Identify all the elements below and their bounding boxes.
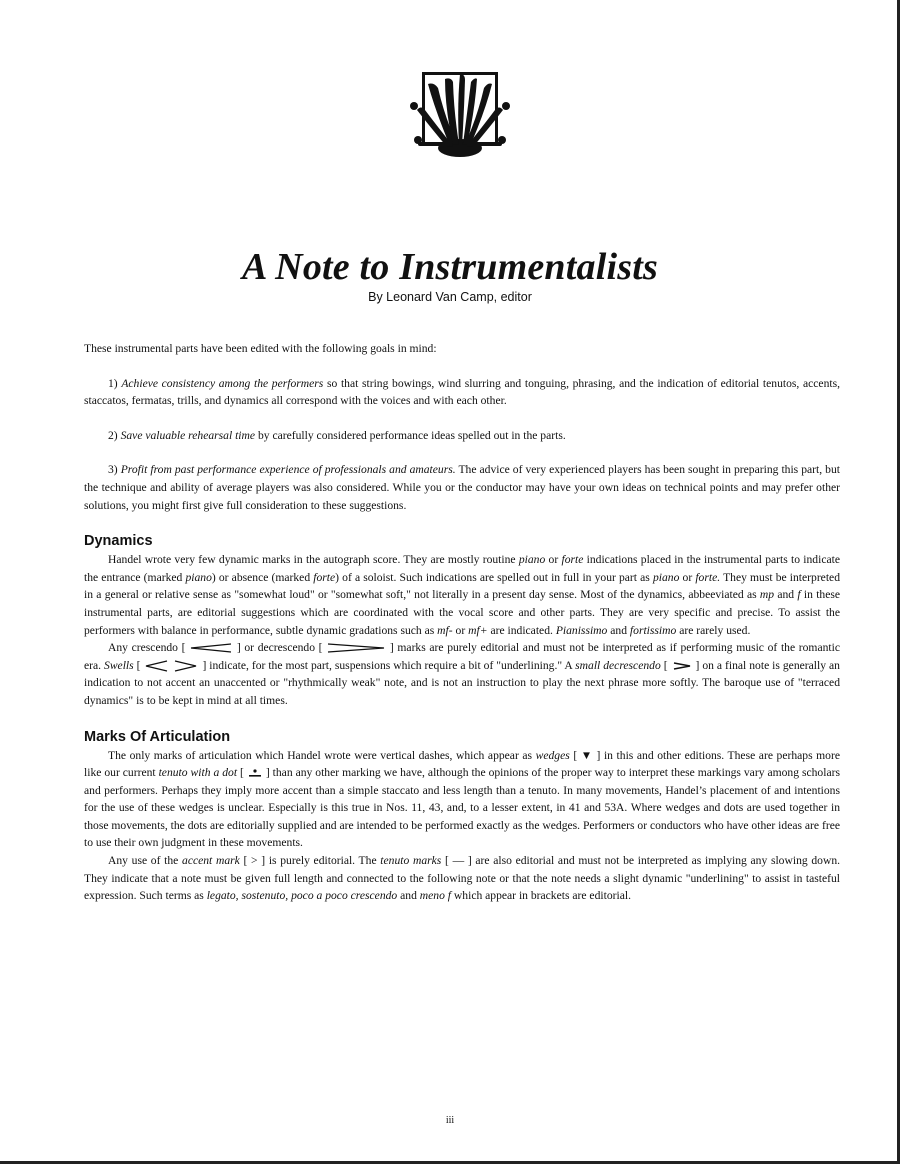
dynamics-paragraph-1: Handel wrote very few dynamic marks in the autograph score. They are mostly routine piano or forte indications placed in the instrumental parts to indicate the entrance (marked piano) or absence (marked forte) of a soloist. Such indications are spelled out in full in your part as piano or forte. They must be interpreted in a general or relative sense as "somewhat loud" or "somewhat soft," not literally in a present day sense. Most of the dynamics, abbeeviated as mp and f in these instrumental parts, are editorial suggestions which are coordinated with the vocal score and other parts. They are very specific and precise. To assist the performers with balance in performance, subtle dynamic gradations such as mf- or mf+ are indicated. Pianissimo and fortissimo are rarely used. [84, 553, 841, 637]
intro-paragraph: These instrumental parts have been edited with the following goals in mind: [84, 342, 437, 355]
wedge-symbol: ▼ [580, 748, 593, 762]
goal-2-paragraph: 2) Save valuable rehearsal time by carefully considered performance ideas spelled out in the parts. [108, 428, 566, 442]
fan-ornament-icon [405, 68, 515, 160]
articulation-paragraph-1: The only marks of articulation which Handel wrote were vertical dashes, which appear as wedges [ ▼ ] in this and other editions. These are perhaps more like our current tenuto with a dot [ ] than any other marking we have, although the opinions of the proper way to interpret these markings vary among scholars and performers. Perhaps they imply more accent than a simple staccato and less length than a tenuto. In many movements, Handel’s placement of and intentions for the use of these wedges is unclear. Especially is this true in Nos. 11, 43, and, to a lesser extent, in 41 and 53A. Where wedges and dots are used together in those movements, the dots are editorially supplied and are intended to be performed exactly as the wedges. Performers or conductors who have other ideas are free to use their own judgment in these movements. [84, 748, 840, 850]
decrescendo-hairpin-icon [326, 643, 386, 653]
goal-1-paragraph: 1) Achieve consistency among the performers so that string bowings, wind slurring and tonguing, phrasing, and the indication of editorial tenutos, accents, staccatos, fermatas, trills, and dynamics all correspond with the voices and with each other. [84, 376, 840, 408]
small-decrescendo-icon [671, 661, 693, 671]
dynamics-paragraph-2: Any crescendo [ ] or decrescendo [ ] marks are purely editorial and must not be interpreted as if performing music of the romantic era. Swells [ ] indicate, for the most part, suspensions which require a bit of "underlining." A small decrescendo [ ] on a final note is generally an indication to not accent an unaccented or "rhythmically weak" note, and is not an instruction to play the next phrase more softly. The baroque use of "terraced dynamics" is to be kept in mind at all times. [84, 641, 840, 707]
goal-3-paragraph: 3) Profit from past performance experience of professionals and amateurs. The advice of very experienced players has been sought in preparing this part, but the technique and ability of average players was also considered. While you or the conductor may have your own ideas on technical points and may prefer other solutions, you might first give full consideration to these suggestions. [84, 463, 840, 512]
page-title: A Note to Instrumentalists [242, 246, 658, 288]
dynamics-heading: Dynamics [84, 533, 153, 550]
byline: By Leonard Van Camp, editor [368, 290, 532, 304]
crescendo-hairpin-icon [189, 643, 233, 653]
articulation-paragraph-2: Any use of the accent mark [ > ] is purely editorial. The tenuto marks [ — ] are also editorial and must not be interpreted as implying any slowing down. They indicate that a note must be given full length and connected to the following note or that the note needs a slight dynamic "underlining" to assist in tasteful expression. Such terms as legato, sostenuto, poco a poco crescendo and meno f which appear in brackets are editorial. [84, 854, 841, 903]
article-body [84, 340, 840, 905]
swell-hairpin-icon [143, 660, 199, 672]
tenuto-dot-icon [247, 768, 263, 778]
articulation-heading: Marks Of Articulation [84, 728, 231, 745]
page-number: iii [445, 1115, 455, 1126]
